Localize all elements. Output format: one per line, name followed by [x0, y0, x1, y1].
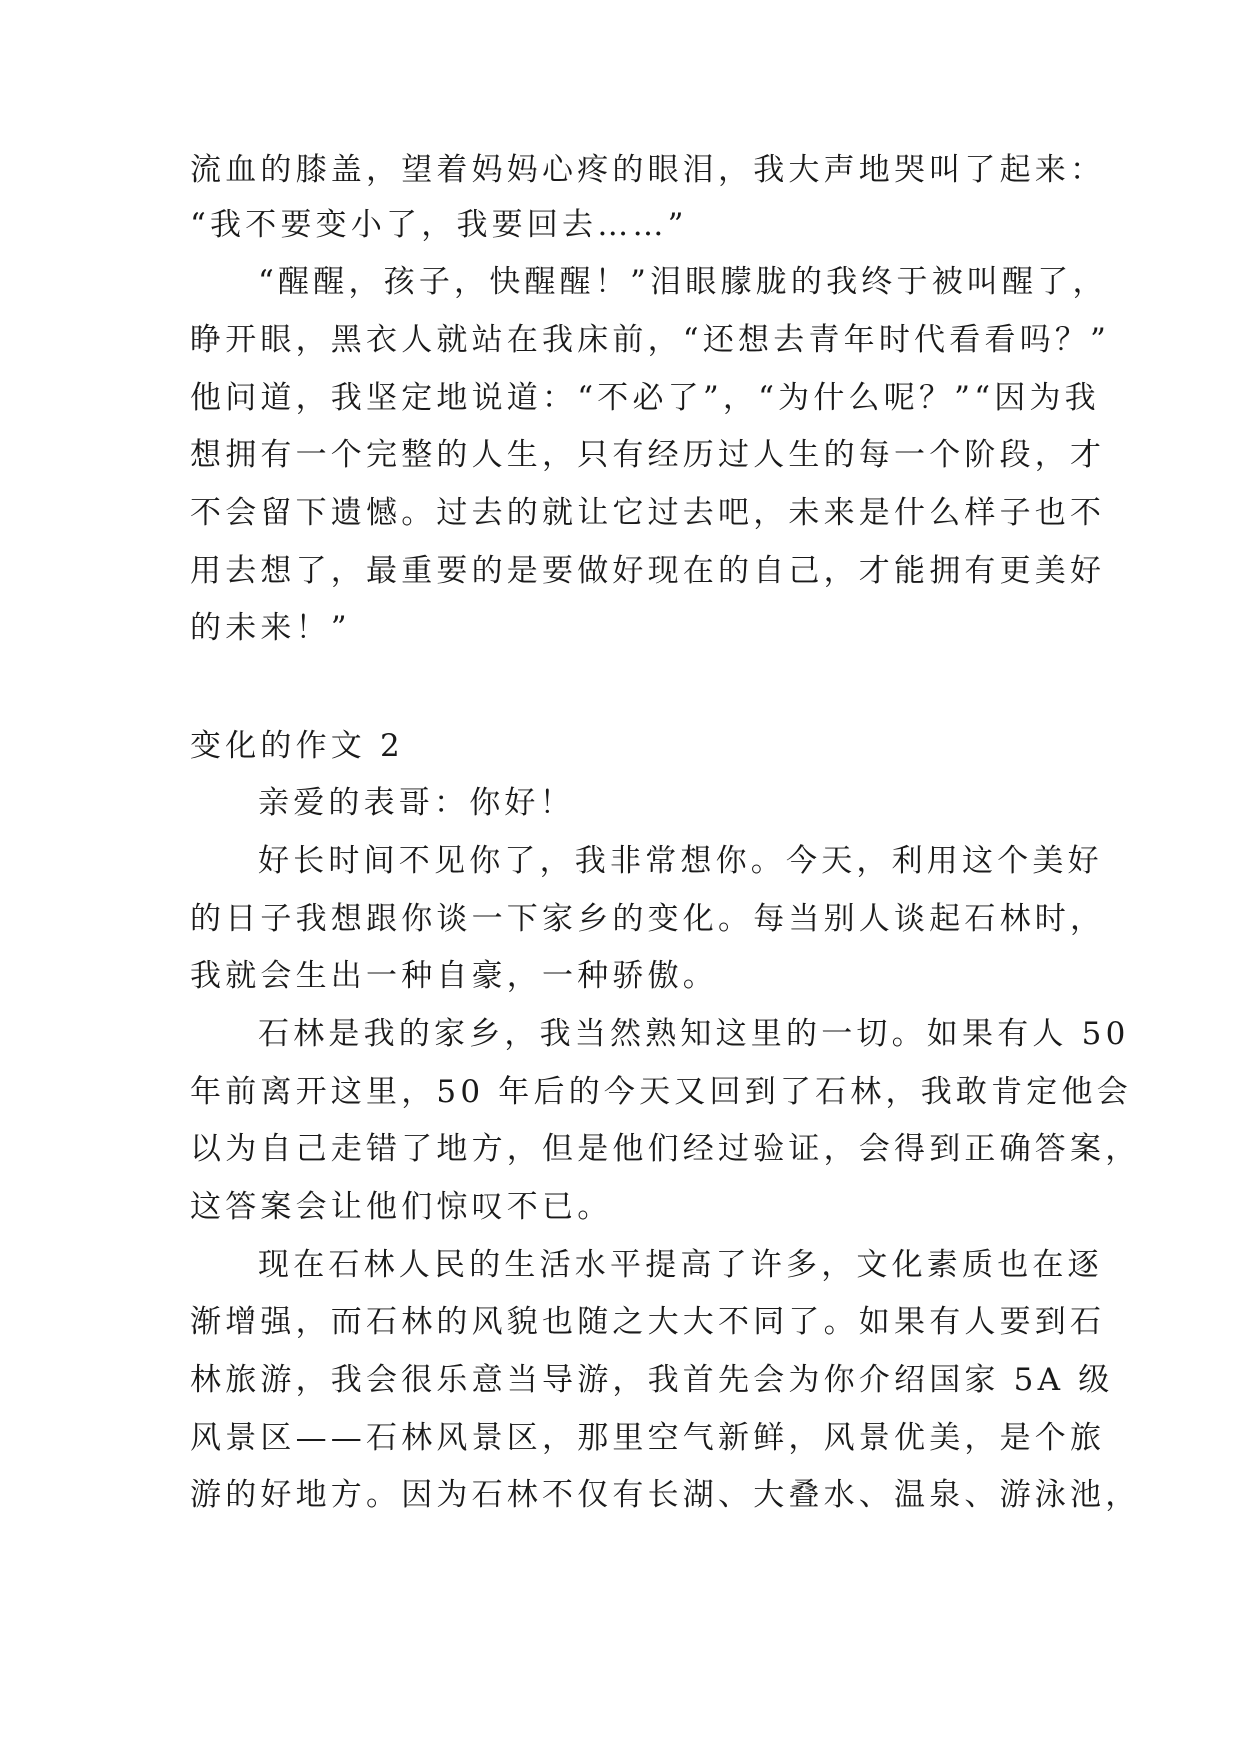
letter-salutation: 亲爱的表哥：你好！ — [258, 785, 575, 821]
paragraph-line: 林旅游，我会很乐意当导游，我首先会为你介绍国家 5A 级 — [190, 1362, 1114, 1398]
paragraph-line: 我就会生出一种自豪，一种骄傲。 — [190, 958, 718, 994]
paragraph-line: 现在石林人民的生活水平提高了许多，文化素质也在逐 — [258, 1247, 1103, 1283]
paragraph-line: 渐增强，而石林的风貌也随之大大不同了。如果有人要到石 — [190, 1304, 1106, 1340]
paragraph-line: 流血的膝盖，望着妈妈心疼的眼泪，我大声地哭叫了起来： — [190, 152, 1106, 188]
paragraph-line: 不会留下遗憾。过去的就让它过去吧，未来是什么样子也不 — [190, 495, 1106, 531]
paragraph-line: “我不要变小了，我要回去……” — [190, 207, 688, 243]
paragraph-line: “醒醒，孩子，快醒醒！”泪眼朦胧的我终于被叫醒了， — [258, 264, 1108, 300]
paragraph-line: 年前离开这里，50 年后的今天又回到了石林，我敢肯定他会 — [190, 1074, 1132, 1110]
paragraph-line: 他问道，我坚定地说道：“不必了”，“为什么呢？”“因为我 — [190, 380, 1100, 416]
paragraph-line: 用去想了，最重要的是要做好现在的自己，才能拥有更美好 — [190, 553, 1106, 589]
paragraph-line: 风景区——石林风景区，那里空气新鲜，风景优美，是个旅 — [190, 1420, 1106, 1456]
paragraph-line: 好长时间不见你了，我非常想你。今天，利用这个美好 — [258, 843, 1103, 879]
section-title: 变化的作文 2 — [190, 728, 404, 764]
paragraph-line: 以为自己走错了地方，但是他们经过验证，会得到正确答案， — [190, 1131, 1141, 1167]
paragraph-line: 想拥有一个完整的人生，只有经历过人生的每一个阶段，才 — [190, 437, 1106, 473]
paragraph-line: 的未来！” — [190, 610, 351, 646]
paragraph-line: 游的好地方。因为石林不仅有长湖、大叠水、温泉、游泳池， — [190, 1477, 1141, 1513]
paragraph-line: 这答案会让他们惊叹不已。 — [190, 1189, 613, 1225]
paragraph-line: 睁开眼，黑衣人就站在我床前，“还想去青年时代看看吗？” — [190, 322, 1111, 358]
paragraph-line: 石林是我的家乡，我当然熟知这里的一切。如果有人 50 — [258, 1016, 1130, 1052]
paragraph-line: 的日子我想跟你谈一下家乡的变化。每当别人谈起石林时， — [190, 901, 1106, 937]
